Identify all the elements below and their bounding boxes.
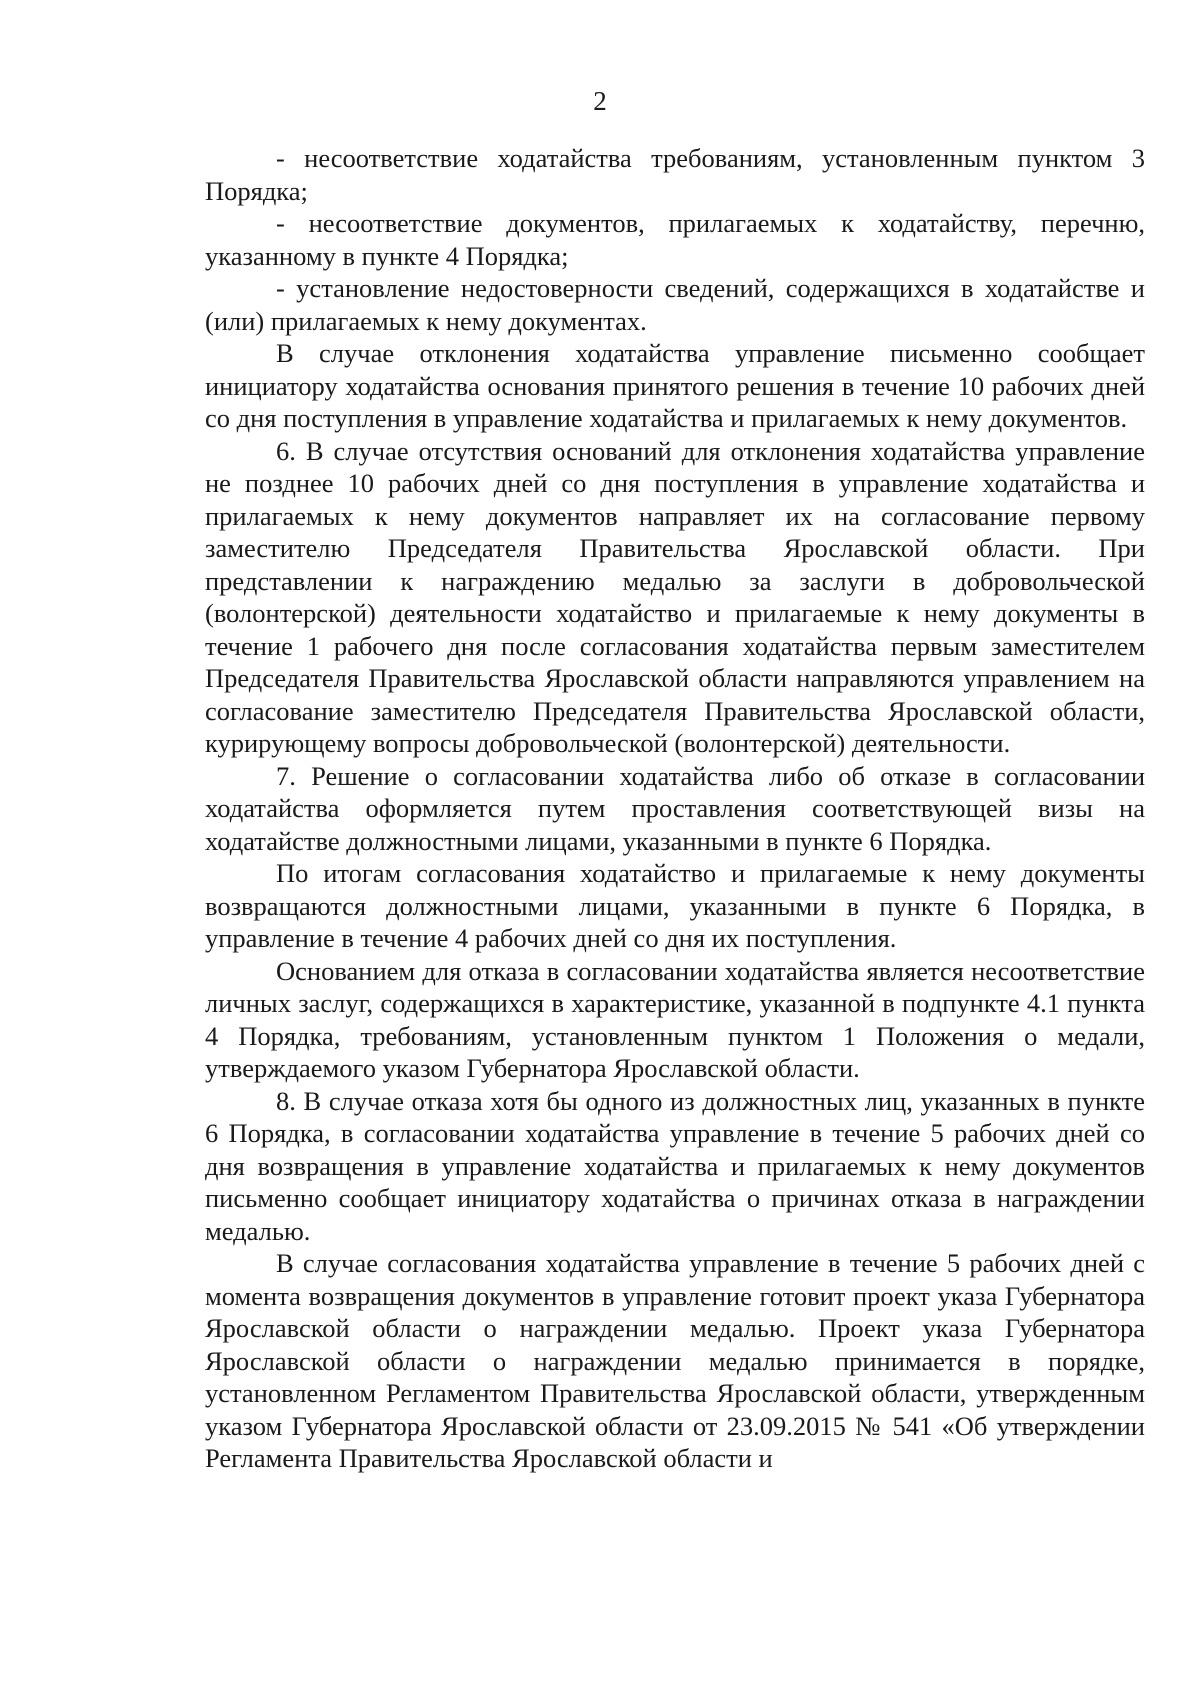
document-body bbox=[205, 142, 1145, 1475]
paragraph-item-nonconformity-documents: - несоответствие документов, прилагаемых к ходатайству, перечню, указанному в пункте 4 Порядка; bbox=[205, 208, 1145, 271]
paragraph-item-unreliable-information: - установление недостоверности сведений, содержащихся в ходатайстве и (или) прилагаемых к нему документах. bbox=[205, 273, 1145, 336]
paragraph-clause-6: 6. В случае отсутствия оснований для отклонения ходатайства управление не позднее 10 рабочих дней со дня поступления в управление ходатайства и прилагаемых к нему документов направляет их на согласование первому заместителю Председателя Правительства Ярославской области. При представлении к награждению медалью за заслуги в добровольческой (волонтерской) деятельности ходатайство и прилагаемые к нему документы в течение 1 рабочего дня после согласования ходатайства первым заместителем Председателя Правительства Ярославской области направляются управлением на согласование заместителю Председателя Правительства Ярославской области, курирующему вопросы добровольческой (волонтерской) деятельности. bbox=[205, 435, 1145, 758]
paragraph-clause-8: 8. В случае отказа хотя бы одного из должностных лиц, указанных в пункте 6 Порядка, в согласовании ходатайства управление в течение 5 рабочих дней со дня возвращения в управление ходатайства и прилагаемых к нему документов письменно сообщает инициатору ходатайства о причинах отказа в награждении медалью. bbox=[205, 1085, 1145, 1246]
paragraph-rejection-notice: В случае отклонения ходатайства управление письменно сообщает инициатору ходатайства основания принятого решения в течение 10 рабочих дней со дня поступления в управление ходатайства и прилагаемых к нему документов. bbox=[205, 338, 1145, 433]
paragraph-item-nonconformity-petition: - несоответствие ходатайства требованиям, установленным пунктом 3 Порядка; bbox=[205, 143, 1145, 206]
page-number: 2 bbox=[593, 86, 607, 116]
paragraph-clause-7: 7. Решение о согласовании ходатайства либо об отказе в согласовании ходатайства оформляется путем проставления соответствующей визы на ходатайстве должностными лицами, указанными в пункте 6 Порядка. bbox=[205, 760, 1145, 856]
paragraph-approval-return: По итогам согласования ходатайство и прилагаемые к нему документы возвращаются должностными лицами, указанными в пункте 6 Порядка, в управление в течение 4 рабочих дней со дня их поступления. bbox=[205, 858, 1145, 953]
paragraph-refusal-grounds: Основанием для отказа в согласовании ходатайства является несоответствие личных заслуг, содержащихся в характеристике, указанной в подпункте 4.1 пункта 4 Порядка, требованиям, установленным пунктом 1 Положения о медали, утверждаемого указом Губернатора Ярославской области. bbox=[205, 955, 1145, 1083]
paragraph-decree-preparation: В случае согласования ходатайства управление в течение 5 рабочих дней с момента возвращения документов в управление готовит проект указа Губернатора Ярославской области о награждении медалью. Проект указа Губернатора Ярославской области о награждении медалью принимается в порядке, установленном Регламентом Правительства Ярославской области, утвержденным указом Губернатора Ярославской области от 23.09.2015 № 541 «Об утверждении Регламента Правительства Ярославской области и bbox=[205, 1248, 1145, 1473]
